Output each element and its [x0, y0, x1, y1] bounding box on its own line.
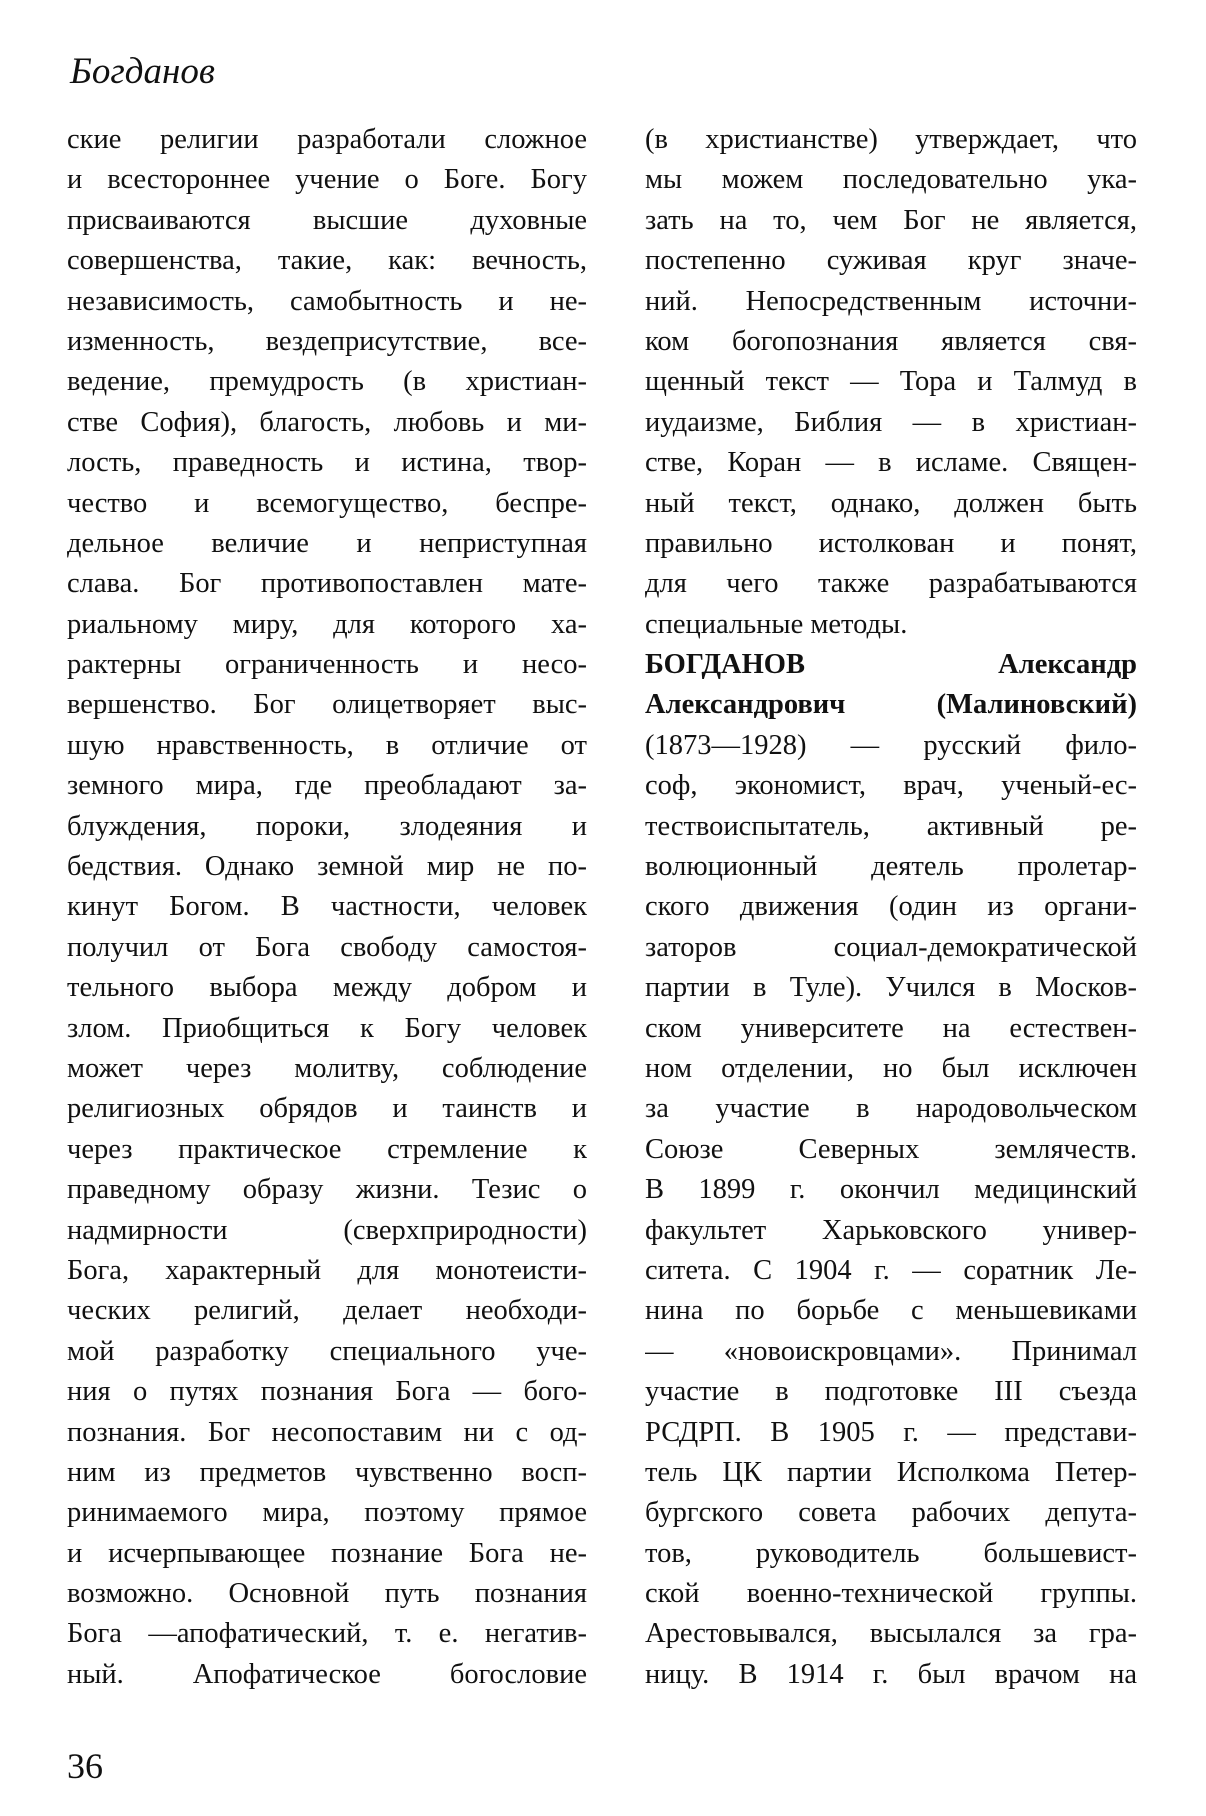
right-column-line: специальные методы. [645, 608, 908, 640]
left-column-line: чество и всемогущество, беспре- [67, 487, 587, 519]
entry-body-line: тествоиспытатель, активный ре- [645, 810, 1137, 842]
entry-body-line: Союзе Северных землячеств. [645, 1133, 1137, 1165]
left-column-line: мой разработку специального уче- [67, 1335, 587, 1367]
left-column-line: присваиваются высшие духовные [67, 204, 587, 236]
right-column-line: ком богопознания является свя- [645, 325, 1137, 357]
right-column-line: стве, Коран — в исламе. Священ- [645, 447, 1137, 479]
left-column-line: изменность, вездеприсутствие, все- [67, 325, 587, 357]
left-column-line: независимость, самобытность и не- [67, 285, 587, 317]
left-column-line: рактерны ограниченность и несо- [67, 649, 587, 681]
entry-body-line: ском университете на естествен- [645, 1012, 1137, 1044]
page-number: 36 [67, 1746, 103, 1786]
entry-body-line: факультет Харьковского универ- [645, 1214, 1137, 1246]
left-column [67, 120, 587, 1695]
left-column-line: блуждения, пороки, злодеяния и [67, 810, 587, 842]
left-column-line: через практическое стремление к [67, 1133, 587, 1165]
entry-body-line: соф, экономист, врач, ученый-ес- [645, 770, 1137, 802]
left-column-line: ские религии разработали сложное [67, 124, 587, 155]
right-column-line: для чего также разрабатываются [645, 568, 1137, 600]
left-column-line: риальному миру, для которого ха- [67, 608, 587, 640]
entry-body-line: (1873—1928) — русский фило- [645, 729, 1137, 761]
left-column-line: шую нравственность, в отличие от [67, 729, 587, 761]
left-column-line: дельное величие и неприступная [67, 527, 587, 559]
right-continuation-text [645, 120, 1137, 645]
entry-given-name: Александр [998, 649, 1137, 681]
left-column-line: ринимаемого мира, поэтому прямое [67, 1497, 587, 1529]
left-column-line: религиозных обрядов и таинств и [67, 1093, 587, 1125]
entry-heading-line-2: Александрович (Малиновский) [645, 689, 1137, 721]
entry-body-line: ситета. С 1904 г. — соратник Ле- [645, 1254, 1137, 1286]
right-column-line: ний. Непосредственным источни- [645, 285, 1137, 317]
right-column-line: щенный текст — Тора и Талмуд в [645, 366, 1137, 398]
left-column-line: ческих религий, делает необходи- [67, 1295, 587, 1327]
left-column-line: ния о путях познания Бога — бого- [67, 1376, 587, 1408]
left-column-line: Бога —апофатический, т. е. негатив- [67, 1618, 587, 1650]
entry-body-line: за участие в народовольческом [645, 1093, 1137, 1125]
entry-body-line: бургского совета рабочих депута- [645, 1497, 1137, 1529]
left-column-line: вершенство. Бог олицетворяет выс- [67, 689, 587, 721]
left-column-line: лость, праведность и истина, твор- [67, 447, 587, 479]
left-column-line: совершенства, такие, как: вечность, [67, 245, 587, 277]
entry-body-line: волюционный деятель пролетар- [645, 851, 1137, 883]
entry-body-line: ницу. В 1914 г. был врачом на [645, 1658, 1137, 1690]
entry-body-line: партии в Туле). Учился в Москов- [645, 972, 1137, 1004]
left-column-line: праведному образу жизни. Тезис о [67, 1174, 587, 1206]
right-column-line: постепенно суживая круг значе- [645, 245, 1137, 277]
entry-body-line: нина по борьбе с меньшевиками [645, 1295, 1137, 1327]
left-column-line: возможно. Основной путь познания [67, 1578, 587, 1610]
entry-body-text [645, 726, 1137, 1695]
entry-body-line: В 1899 г. окончил медицинский [645, 1174, 1137, 1206]
entry-heading-line-1 [645, 645, 1137, 685]
entry-body-line: Арестовывался, высылался за гра- [645, 1618, 1137, 1650]
entry-body-line: участие в подготовке III съезда [645, 1376, 1137, 1408]
left-column-line: и всестороннее учение о Боге. Богу [67, 164, 587, 196]
running-head: Богданов [70, 51, 215, 92]
entry-body-line: тель ЦК партии Исполкома Петер- [645, 1456, 1137, 1488]
entry-body-line: заторов социал-демократической [645, 931, 1137, 963]
left-column-line: и исчерпывающее познание Бога не- [67, 1537, 587, 1569]
right-column-line: правильно истолкован и понят, [645, 527, 1137, 559]
left-column-line: тельного выбора между добром и [67, 972, 587, 1004]
entry-body-line: ской военно-технической группы. [645, 1578, 1137, 1610]
entry-body-line: тов, руководитель большевист- [645, 1537, 1137, 1569]
left-column-line: слава. Бог противопоставлен мате- [67, 568, 587, 600]
left-column-line: стве София), благость, любовь и ми- [67, 406, 587, 438]
left-column-line: познания. Бог несопоставим ни с од- [67, 1416, 587, 1448]
entry-body-line: ном отделении, но был исключен [645, 1052, 1137, 1084]
right-column-line: зать на то, чем Бог не является, [645, 204, 1137, 236]
left-column-line: ним из предметов чувственно восп- [67, 1456, 587, 1488]
right-column-line: (в христианстве) утверждает, что [645, 124, 1137, 155]
left-column-line: получил от Бога свободу самостоя- [67, 931, 587, 963]
right-column-line: иудаизме, Библия — в христиан- [645, 406, 1137, 438]
left-column-line: Бога, характерный для монотеисти- [67, 1254, 587, 1286]
left-column-line: земного мира, где преобладают за- [67, 770, 587, 802]
left-column-line: бедствия. Однако земной мир не по- [67, 851, 587, 883]
right-column-line: ный текст, однако, должен быть [645, 487, 1137, 519]
right-column [645, 120, 1137, 1695]
entry-body-line: РСДРП. В 1905 г. — представи- [645, 1416, 1137, 1448]
left-column-line: может через молитву, соблюдение [67, 1052, 587, 1084]
entry-headword: БОГДАНОВ [645, 649, 805, 681]
right-column-line: мы можем последовательно ука- [645, 164, 1137, 196]
entry-body-line: ского движения (один из органи- [645, 891, 1137, 923]
entry-body-line: — «новоискровцами». Принимал [645, 1335, 1137, 1367]
left-column-line: кинут Богом. В частности, человек [67, 891, 587, 923]
left-column-line: ный. Апофатическое богословие [67, 1658, 587, 1690]
left-column-line: ведение, премудрость (в христиан- [67, 366, 587, 398]
left-column-line: злом. Приобщиться к Богу человек [67, 1012, 587, 1044]
left-column-line: надмирности (сверхприродности) [67, 1214, 587, 1246]
